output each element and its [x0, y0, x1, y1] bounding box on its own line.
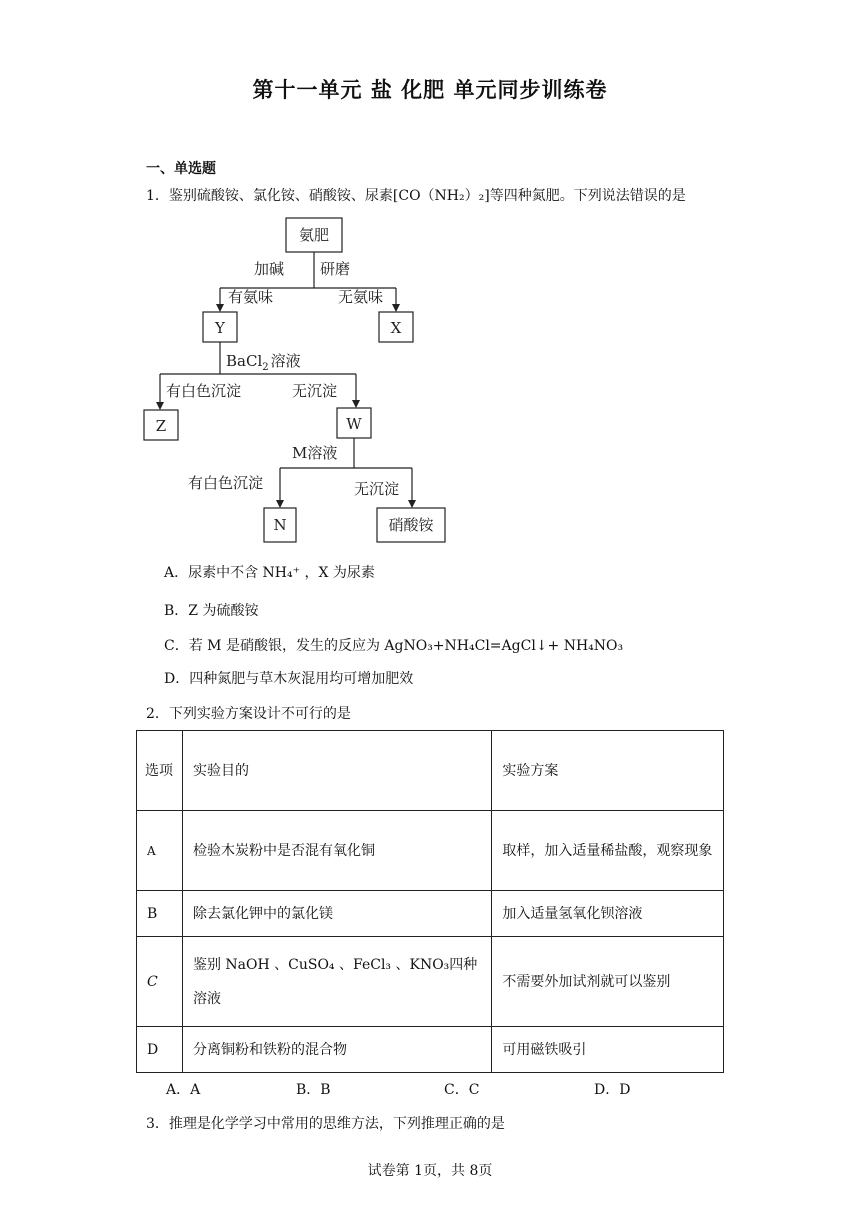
node-z: Z [155, 417, 167, 435]
row-c-purpose: 鉴别 NaOH 、CuSO₄ 、FeCl₃ 、KNO₃四种溶液 [182, 937, 491, 1027]
node-y: Y [215, 319, 225, 337]
q1-option-c: C．若 M 是硝酸银，发生的反应为 AgNO₃+NH₄Cl=AgCl↓+ NH₄NO₃ [164, 638, 624, 654]
page-title: 第十一单元 盐 化肥 单元同步训练卷 [252, 77, 608, 102]
section-heading: 一、单选题 [146, 161, 216, 177]
q2-option-c: C．C [444, 1082, 480, 1098]
q1-option-a: A．尿素中不含 NH₄⁺ ，X 为尿素 [164, 565, 375, 581]
q2-option-a: A．A [166, 1082, 201, 1098]
table-row [137, 891, 724, 937]
node-ammonium-nitrate: 硝酸铵 [388, 516, 434, 534]
step-add-alkali: 加碱 [253, 260, 284, 278]
branch-white-precipitate-2: 有白色沉淀 [188, 474, 264, 492]
node-n: N [273, 516, 287, 534]
reagent-bacl2: BaCl$_2$ 溶液 [226, 352, 301, 373]
question-1-stem: 1．鉴别硫酸铵、氯化铵、硝酸铵、尿素[CO（NH₂）₂]等四种氮肥。下列说法错误的是 [146, 188, 686, 204]
step-grind: 研磨 [320, 260, 351, 278]
question-3-stem: 3．推理是化学学习中常用的思维方法，下列推理正确的是 [146, 1116, 505, 1132]
q2-option-d: D．D [594, 1082, 631, 1098]
table-header-row [137, 731, 724, 811]
page-footer: 试卷第 1页，共 8页 [367, 1163, 493, 1179]
row-b-purpose: 除去氯化钾中的氯化镁 [182, 891, 491, 937]
row-a-purpose: 检验木炭粉中是否混有氧化铜 [182, 811, 491, 891]
table-row [137, 937, 724, 1027]
header-purpose: 实验目的 [182, 731, 491, 811]
branch-no-ammonia-smell: 无氨味 [338, 288, 384, 306]
row-c-plan: 不需要外加试剂就可以鉴别 [492, 937, 724, 1027]
header-plan: 实验方案 [492, 731, 724, 811]
branch-no-precipitate-2: 无沉淀 [354, 480, 400, 498]
arrow-head [352, 400, 360, 408]
header-option: 选项 [137, 731, 183, 811]
node-w: W [346, 415, 362, 433]
row-b-plan: 加入适量氢氧化钡溶液 [492, 891, 724, 937]
arrow-head [392, 304, 400, 312]
experiment-table [136, 730, 724, 1073]
row-d-label: D [137, 1027, 183, 1073]
q1-option-d: D．四种氮肥与草木灰混用均可增加肥效 [164, 671, 414, 687]
branch-white-precipitate-1: 有白色沉淀 [166, 382, 242, 400]
table-row [137, 811, 724, 891]
row-d-purpose: 分离铜粉和铁粉的混合物 [182, 1027, 491, 1073]
reagent-m-solution: M溶液 [292, 444, 338, 462]
row-a-label: A [137, 811, 183, 891]
arrow-head [156, 402, 164, 410]
arrow-head [408, 500, 416, 508]
nitrogen-fertilizer-flowchart [140, 212, 460, 552]
node-root: 氨肥 [298, 226, 330, 244]
branch-ammonia-smell: 有氨味 [228, 288, 274, 306]
branch-no-precipitate-1: 无沉淀 [292, 382, 338, 400]
row-d-plan: 可用磁铁吸引 [492, 1027, 724, 1073]
table-row [137, 1027, 724, 1073]
node-x: X [390, 319, 402, 337]
row-c-label: C [137, 937, 183, 1027]
row-a-plan: 取样，加入适量稀盐酸，观察现象 [492, 811, 724, 891]
arrow-head [276, 500, 284, 508]
row-b-label: B [137, 891, 183, 937]
q2-option-b: B．B [296, 1082, 331, 1098]
question-2-stem: 2．下列实验方案设计不可行的是 [146, 706, 351, 722]
q1-option-b: B．Z 为硫酸铵 [164, 603, 259, 619]
arrow-head [216, 304, 224, 312]
